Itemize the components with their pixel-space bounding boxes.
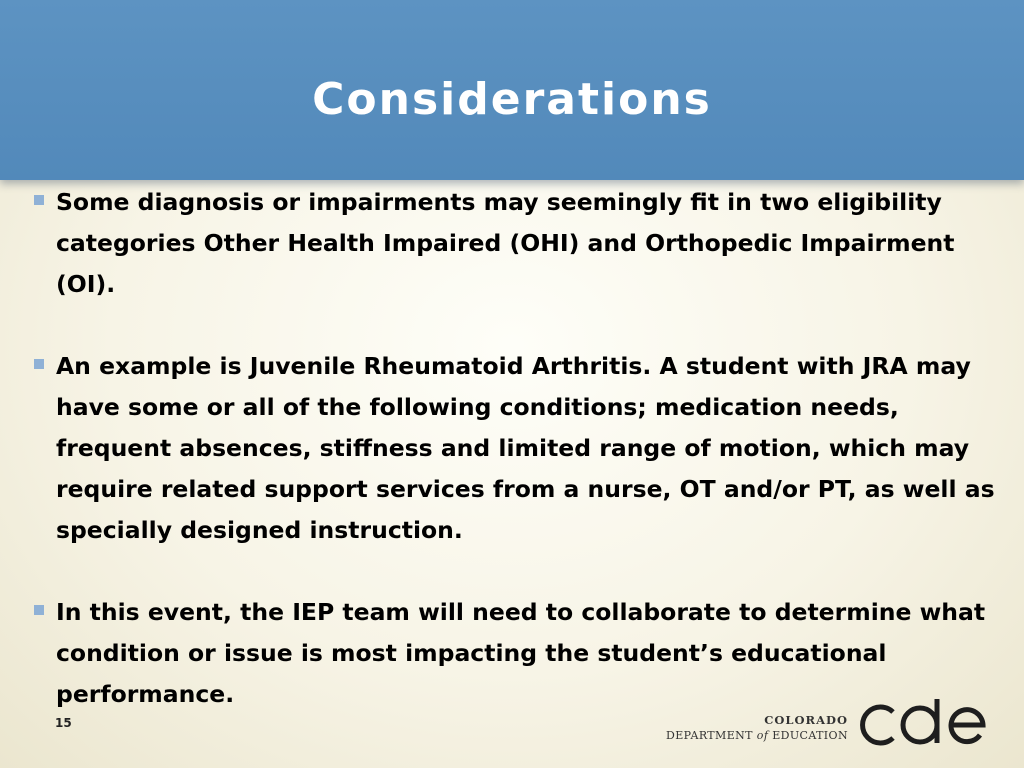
bullet-list bbox=[34, 182, 1004, 715]
bullet-text: In this event, the IEP team will need to collaborate to determine what condition or issue is most impacting the student’s educational performance. bbox=[56, 598, 986, 708]
logo-department-of: of bbox=[756, 729, 769, 742]
square-bullet-icon bbox=[34, 359, 44, 369]
logo-state: COLORADO bbox=[764, 713, 848, 727]
cde-logo-icon bbox=[860, 698, 988, 750]
logo-department-pre: DEPARTMENT bbox=[666, 729, 757, 742]
slide-number: 15 bbox=[55, 716, 72, 730]
square-bullet-icon bbox=[34, 195, 44, 205]
cde-logo-wordmark bbox=[666, 712, 848, 744]
slide-header bbox=[0, 0, 1024, 180]
bullet-text: Some diagnosis or impairments may seemingly fit in two eligibility categories Other Health Impaired (OHI) and Orthopedic Impairment (OI). bbox=[56, 188, 955, 298]
logo-department-post: EDUCATION bbox=[768, 729, 848, 742]
bullet-text: An example is Juvenile Rheumatoid Arthritis. A student with JRA may have some or all of the following conditions; medication needs, frequent absences, stiffness and limited range of motion, which may require related support services from a nurse, OT and/or PT, as well as specially designed instruction. bbox=[56, 352, 995, 544]
bullet-item bbox=[34, 592, 1004, 715]
square-bullet-icon bbox=[34, 605, 44, 615]
bullet-item bbox=[34, 182, 1004, 305]
bullet-item bbox=[34, 346, 1004, 551]
logo-department bbox=[666, 728, 848, 744]
slide-title: Considerations bbox=[312, 74, 712, 125]
